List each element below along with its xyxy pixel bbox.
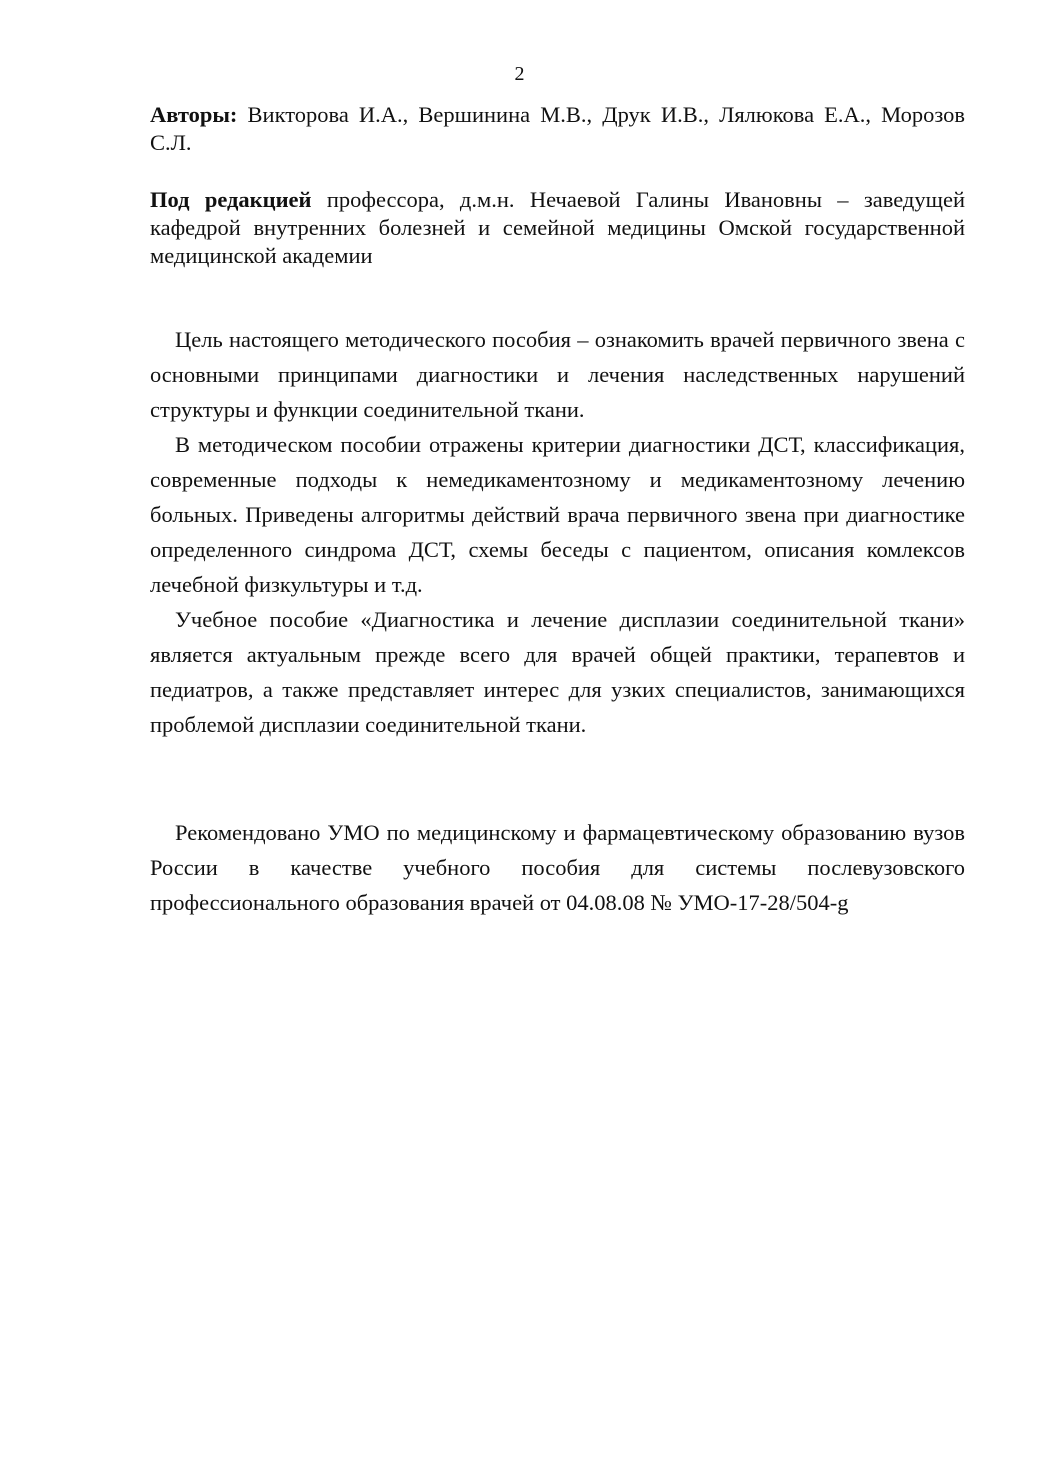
content-paragraph: В методическом пособии отражены критерии диагностики ДСТ, классификация, современные подходы к немедикаментозному и медикаментозному лечению больных. Приведены алгоритмы действий врача первичного звена при диагностике определенного синдрома ДСТ, схемы беседы с пациентом, описания комлексов лечебной физкультуры и т.д. xyxy=(150,432,965,597)
authors-block xyxy=(150,101,965,157)
purpose-paragraph: Цель настоящего методического пособия – ознакомить врачей первичного звена с основными принципами диагностики и лечения наследственных нарушений структуры и функции соединительной ткани. xyxy=(150,327,965,422)
editor-label: Под редакцией xyxy=(150,187,312,212)
page-number: 2 xyxy=(514,63,525,85)
editor-block xyxy=(150,186,965,270)
recommendation-section xyxy=(150,815,965,920)
editor-text: профессора, д.м.н. Нечаевой Галины Ивановны – заведущей кафедрой внутренних болезней и семейной медицины Омской государственной медицинской академии xyxy=(150,187,965,268)
editor-paragraph xyxy=(150,186,965,270)
authors-text: Викторова И.А., Вершинина М.В., Друк И.В., Лялюкова Е.А., Морозов С.Л. xyxy=(150,102,965,155)
purpose-section xyxy=(150,322,965,742)
relevance-paragraph: Учебное пособие «Диагностика и лечение дисплазии соединительной ткани» является актуальным прежде всего для врачей общей практики, терапевтов и педиатров, а также представляет интерес для узких специалистов, занимающихся проблемой дисплазии соединительной ткани. xyxy=(150,607,965,737)
authors-label: Авторы: xyxy=(150,102,238,127)
recommendation-paragraph: Рекомендовано УМО по медицинскому и фармацевтическому образованию вузов России в качестве учебного пособия для системы послевузовского профессионального образования врачей от 04.08.08 № УМО-17-28/504-g xyxy=(150,820,965,915)
authors-paragraph xyxy=(150,101,965,157)
